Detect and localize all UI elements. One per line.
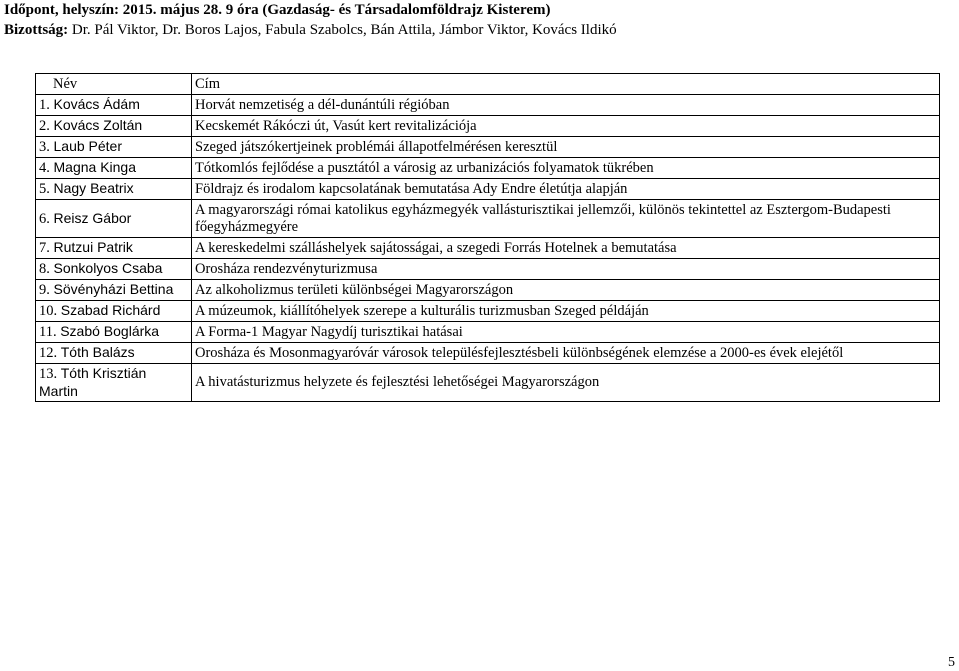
student-cell	[36, 179, 192, 200]
table-row	[36, 280, 940, 301]
header-cell-name	[36, 74, 192, 95]
student-name: Kovács Ádám	[53, 96, 140, 112]
header-title-label: Cím	[195, 75, 220, 92]
header-cell-title	[192, 74, 940, 95]
student-name: Tóth Balázs	[60, 344, 135, 360]
student-name: Magna Kinga	[53, 159, 137, 175]
row-number: 4.	[39, 160, 50, 176]
row-number: 7.	[39, 240, 50, 256]
student-cell	[36, 158, 192, 179]
student-name: Sövényházi Bettina	[53, 281, 174, 297]
student-name: Szabad Richárd	[60, 302, 161, 318]
student-name: Laub Péter	[53, 138, 122, 154]
table-row	[36, 364, 940, 402]
student-name: Nagy Beatrix	[53, 180, 134, 196]
student-cell	[36, 280, 192, 301]
student-name: Rutzui Patrik	[53, 239, 133, 255]
student-name: Tóth Krisztián Martin	[39, 364, 147, 399]
thesis-title: Orosháza és Mosonmagyaróvár városok településfejlesztésbeli különbségének elemzése a 2000-es évek elejétől	[192, 343, 940, 364]
table-row	[36, 259, 940, 280]
thesis-title: A hivatásturizmus helyzete és fejlesztési lehetőségei Magyarországon	[192, 364, 940, 402]
table-row	[36, 238, 940, 259]
row-number: 8.	[39, 261, 50, 277]
table-row	[36, 137, 940, 158]
table-row	[36, 179, 940, 200]
student-cell	[36, 200, 192, 238]
row-number: 1.	[39, 97, 50, 113]
row-number: 5.	[39, 181, 50, 197]
thesis-title: A magyarországi római katolikus egyházmegyék vallásturisztikai jellemzői, különös tekintettel az Esztergom-Budapesti főegyházmegyére	[192, 200, 940, 238]
table-row	[36, 343, 940, 364]
student-cell	[36, 137, 192, 158]
thesis-title: A Forma-1 Magyar Nagydíj turisztikai hatásai	[192, 322, 940, 343]
thesis-title: A múzeumok, kiállítóhelyek szerepe a kulturális turizmusban Szeged példáján	[192, 301, 940, 322]
row-number: 13.	[39, 365, 58, 382]
header-name-label: Név	[53, 75, 78, 92]
thesis-title: Szeged játszókertjeinek problémái állapotfelmérésen keresztül	[192, 137, 940, 158]
student-name: Szabó Boglárka	[60, 323, 160, 339]
row-number: 2.	[39, 118, 50, 134]
student-cell	[36, 322, 192, 343]
committee-members: Dr. Pál Viktor, Dr. Boros Lajos, Fabula Szabolcs, Bán Attila, Jámbor Viktor, Kovács Ildikó	[68, 22, 617, 38]
student-cell	[36, 259, 192, 280]
table-row	[36, 158, 940, 179]
thesis-title: Kecskemét Rákóczi út, Vasút kert revitalizációja	[192, 116, 940, 137]
thesis-title: Földrajz és irodalom kapcsolatának bemutatása Ady Endre életútja alapján	[192, 179, 940, 200]
student-cell	[36, 343, 192, 364]
committee-label: Bizottság:	[4, 22, 69, 38]
table-row	[36, 116, 940, 137]
table-row	[36, 200, 940, 238]
student-name: Sonkolyos Csaba	[53, 260, 163, 276]
committee-line	[4, 20, 954, 40]
student-cell	[36, 238, 192, 259]
table-header-row	[36, 74, 940, 95]
page-number: 5	[948, 655, 955, 670]
document-header	[4, 0, 954, 40]
row-number: 10.	[39, 303, 58, 319]
table-row	[36, 322, 940, 343]
student-cell	[36, 95, 192, 116]
row-number: 11.	[39, 324, 57, 340]
thesis-title: A kereskedelmi szálláshelyek sajátosságai, a szegedi Forrás Hotelnek a bemutatása	[192, 238, 940, 259]
schedule-text: Időpont, helyszín: 2015. május 28. 9 óra (Gazdaság- és Társadalomföldrajz Kisterem)	[4, 2, 551, 18]
thesis-title: Az alkoholizmus területi különbségei Magyarországon	[192, 280, 940, 301]
thesis-title: Horvát nemzetiség a dél-dunántúli régióban	[192, 95, 940, 116]
thesis-title: Tótkomlós fejlődése a pusztától a városig az urbanizációs folyamatok tükrében	[192, 158, 940, 179]
row-number: 9.	[39, 282, 50, 298]
row-number: 3.	[39, 139, 50, 155]
student-name: Kovács Zoltán	[53, 117, 143, 133]
student-name: Reisz Gábor	[53, 209, 132, 226]
schedule-line	[4, 0, 954, 20]
row-number: 6.	[39, 210, 50, 227]
thesis-table	[35, 73, 940, 402]
row-number: 12.	[39, 345, 58, 361]
student-cell	[36, 116, 192, 137]
table-row	[36, 301, 940, 322]
student-cell	[36, 301, 192, 322]
student-cell	[36, 364, 192, 402]
thesis-title: Orosháza rendezvényturizmusa	[192, 259, 940, 280]
table-row	[36, 95, 940, 116]
